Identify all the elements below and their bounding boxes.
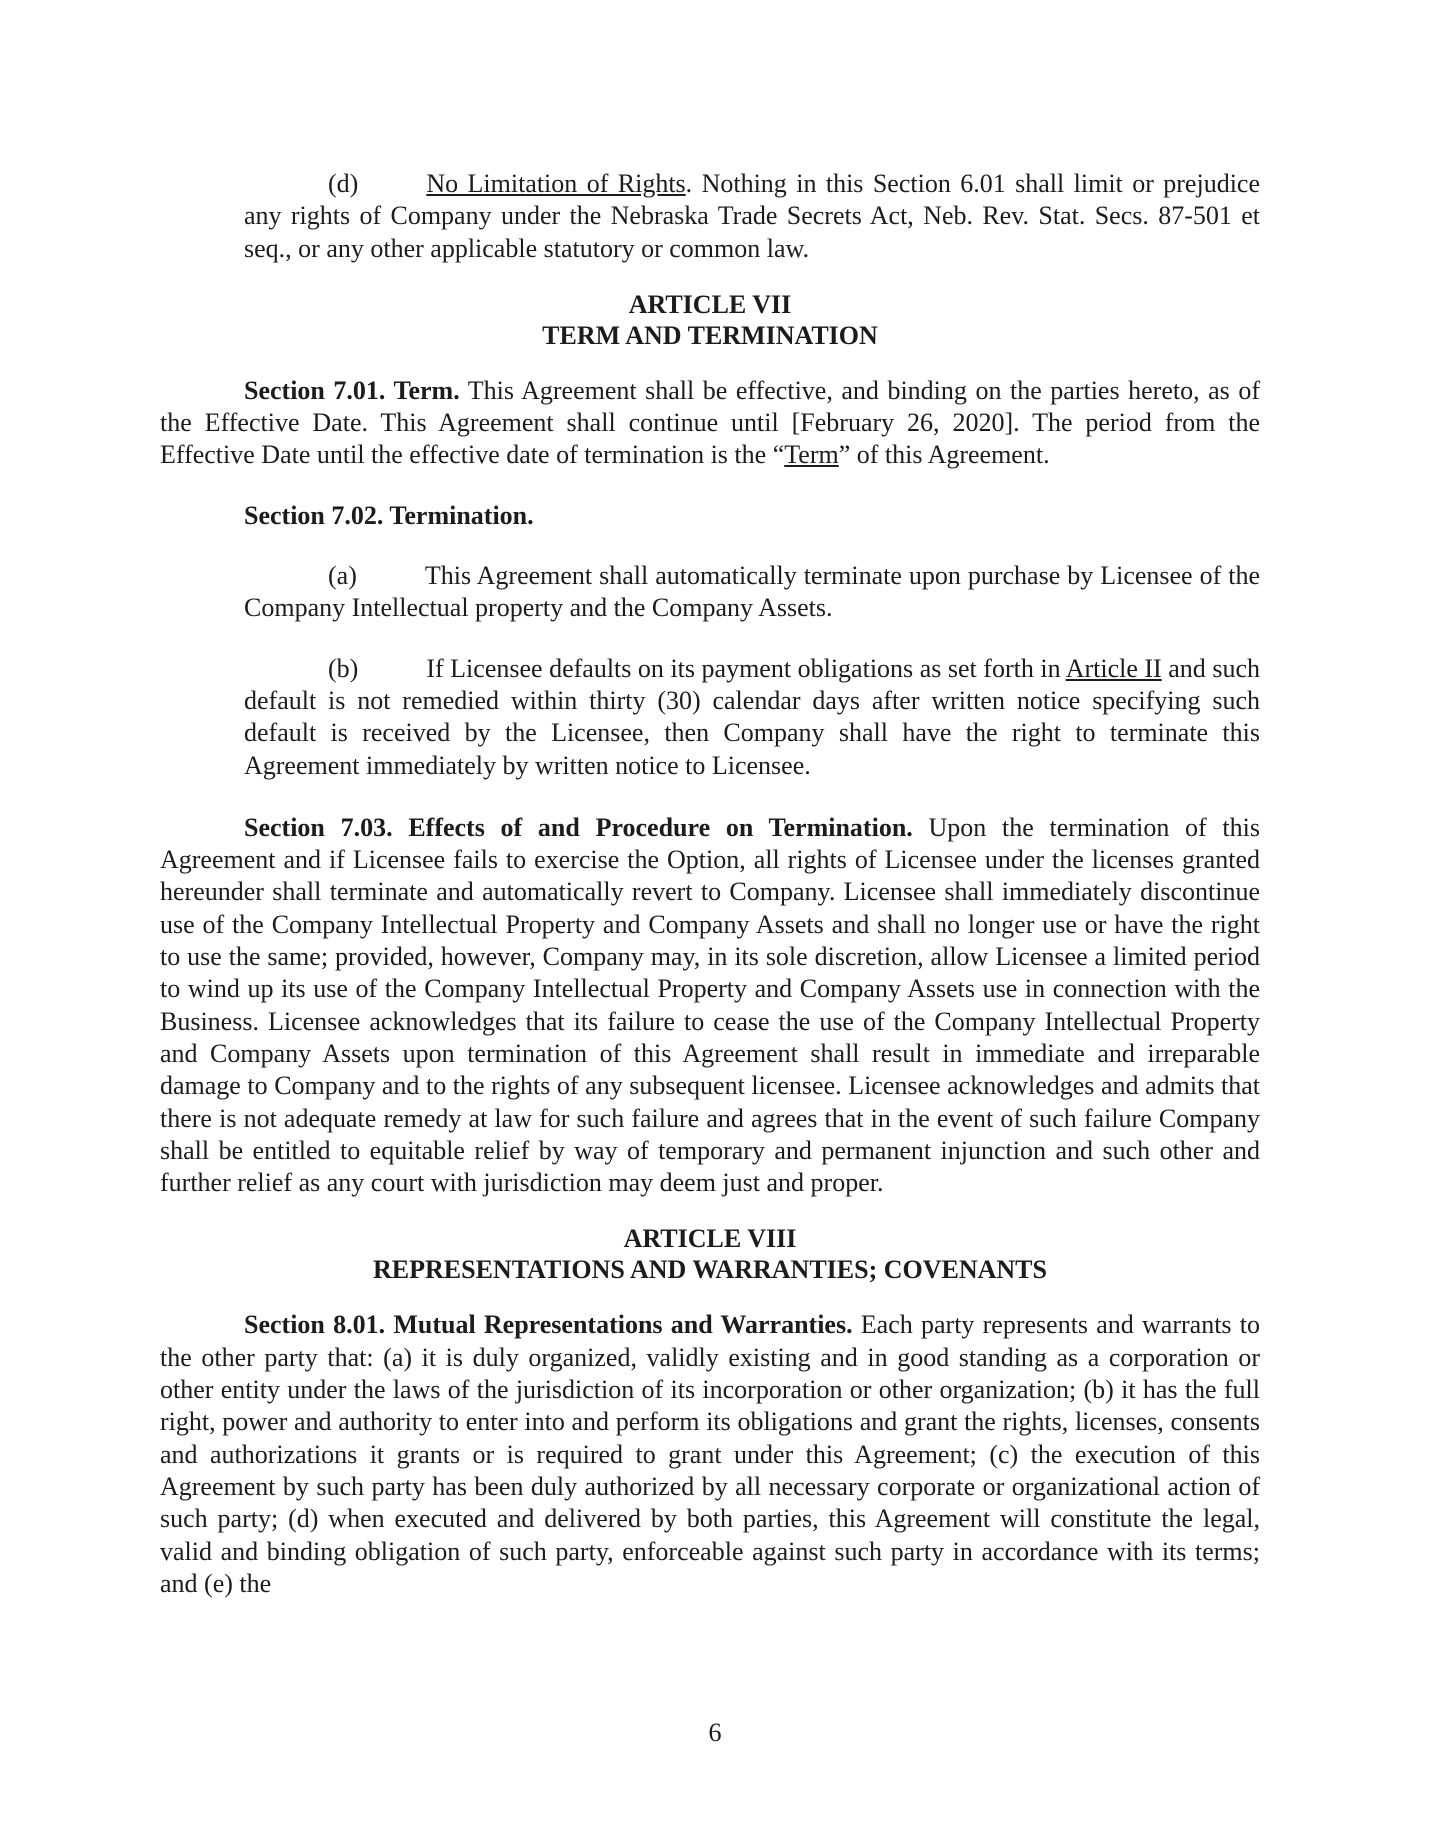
article-7-number: ARTICLE VII [628, 289, 792, 319]
page-number: 6 [708, 1718, 722, 1747]
article-7-title: TERM AND TERMINATION [542, 320, 878, 350]
article-8-title: REPRESENTATIONS AND WARRANTIES; COVENANTS [373, 1255, 1047, 1285]
section-8-01: Section 8.01. Mutual Representations and Warranties. Each party represents and warrants to the other party that: (a) it is duly organized, validly existing and in good standing as a corporation or other entity under the laws of the jurisdiction of its incorporation or other organization; (b) it has the full right, power and authority to enter into and perform its obligations and grant the rights, licenses, consents and authorizations it grants or is required to grant under this Agreement; (c) the execution of this Agreement by such party has been duly authorized by all necessary corporate or organizational action of such party; (d) when executed and delivered by both parties, this Agreement will constitute the legal, valid and binding obligation of such party, enforceable against such party in accordance with its terms; and (e) the [160, 1310, 1260, 1598]
article-7-heading [160, 289, 1260, 351]
article-8-number: ARTICLE VIII [623, 1224, 797, 1254]
document-body [160, 168, 1260, 1600]
section-7-03-heading: Section 7.03. Effects of and Procedure on Termination. [244, 812, 913, 842]
section-7-02 [160, 500, 1260, 532]
para-d-text: . Nothing in this Section 6.01 shall limit or prejudice any rights of Company under the Nebraska Trade Secrets Act, Neb. Rev. Stat. Secs. 87-501 et seq., or any other applicable statutory or common law. [244, 169, 1260, 263]
section-7-02-b: (b) If Licensee defaults on its payment obligations as set forth in Article II and such default is not remedied within thirty (30) calendar days after written notice specifying such default is received by the Licensee, then Company shall have the right to terminate this Agreement immediately by written notice to Licensee. [244, 653, 1260, 780]
section-7-01: Section 7.01. Term. This Agreement shall be effective, and binding on the parties hereto, as of the Effective Date. This Agreement shall continue until [February 26, 2020]. The period from the Effective Date until the effective date of termination is the “Term” of this Agreement. [160, 375, 1260, 470]
para-d-title: No Limitation of Rights [426, 169, 686, 198]
section-8-01-heading: Section 8.01. Mutual Representations and Warranties. [244, 1310, 853, 1340]
section-7-02-heading: Section 7.02. Termination. [244, 500, 534, 530]
para-d-label: (d) [328, 169, 359, 198]
article-ii-reference: Article II [1065, 653, 1162, 683]
section-7-03: Section 7.03. Effects of and Procedure on Termination. Upon the termination of this Agreement and if Licensee fails to exercise the Option, all rights of Licensee under the licenses granted hereunder shall terminate and automatically revert to Company. Licensee shall immediately discontinue use of the Company Intellectual Property and Company Assets and shall no longer use or have the right to use the same; provided, however, Company may, in its sole discretion, allow Licensee a limited period to wind up its use of the Company Intellectual Property and Company Assets use in connection with the Business. Licensee acknowledges that its failure to cease the use of the Company Intellectual Property and Company Assets upon termination of this Agreement shall result in immediate and irreparable damage to Company and to the rights of any subsequent licensee. Licensee acknowledges and admits that there is not adequate remedy at law for such failure and agrees that in the event of such failure Company shall be entitled to equitable relief by way of temporary and permanent injunction and such other and further relief as any court with jurisdiction may deem just and proper. [160, 812, 1260, 1198]
term-definition: Term [784, 440, 839, 470]
section-7-02-a: (a) This Agreement shall automatically terminate upon purchase by Licensee of the Company Intellectual property and the Company Assets. [244, 561, 1260, 623]
section-7-01-heading: Section 7.01. Term. [244, 375, 460, 405]
paragraph-6-01-d [244, 168, 1260, 265]
article-8-heading [160, 1223, 1260, 1285]
